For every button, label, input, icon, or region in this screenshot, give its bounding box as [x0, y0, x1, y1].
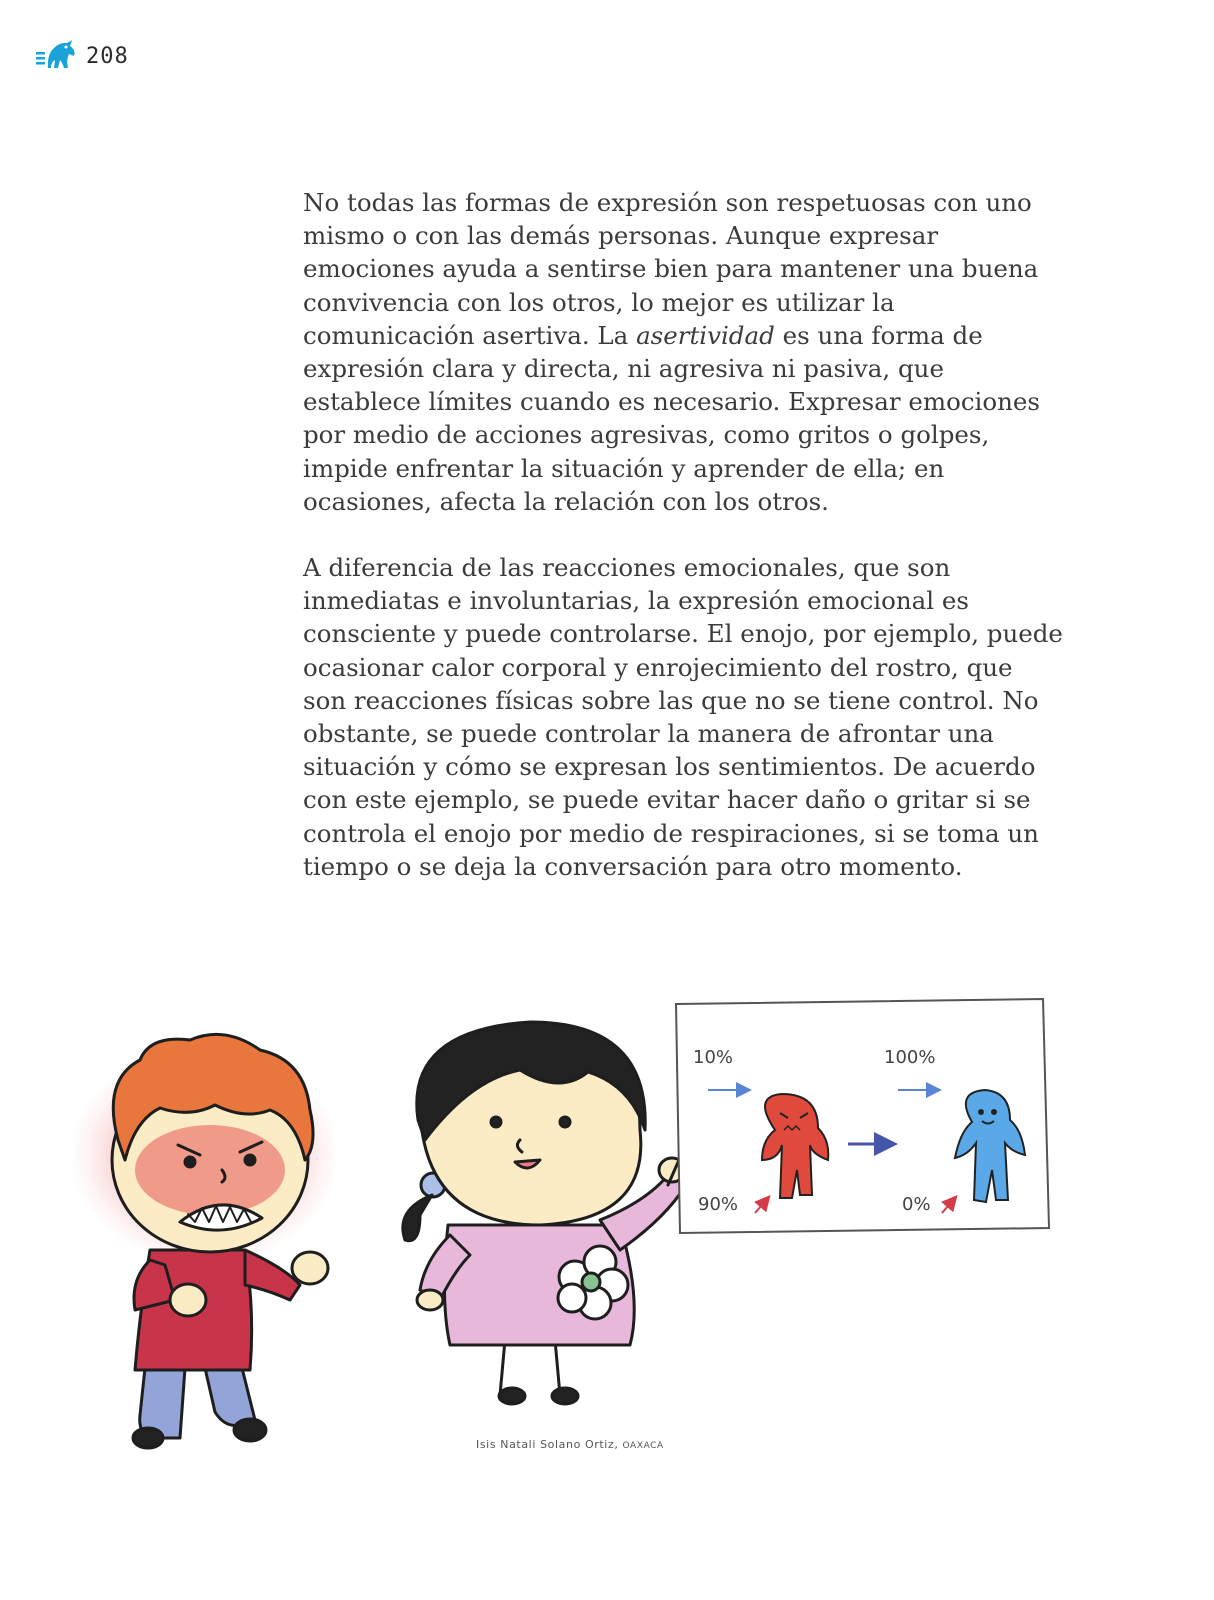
board-label-0: 0%: [902, 1194, 931, 1215]
paragraph-emotional-expression: A diferencia de las reacciones emocionales, que son inmediatas e involuntarias, la expresión emocional es consciente y puede controlarse. El enojo, por ejemplo, puede ocasionar calor corporal y enrojecimiento del rostro, que son reacciones físicas sobre las que no se tiene control. No obstante, se puede controlar la manera de afrontar una situación y cómo se expresan los sentimientos. De acuerdo con este ejemplo, se puede evitar hacer daño o gritar si se controla el enojo por medio de respiraciones, si se toma un tiempo o se deja la conversación para otro momento.: [303, 553, 1063, 881]
board-label-90: 90%: [698, 1194, 739, 1215]
board-label-10: 10%: [693, 1047, 734, 1068]
presentation-board: [676, 999, 1049, 1233]
board-label-100: 100%: [884, 1047, 936, 1068]
girl-presenter-figure: [403, 1022, 712, 1404]
term-asertividad: asertividad: [636, 320, 775, 350]
credit-state: OAXACA: [622, 1441, 664, 1451]
illustration-credit: [476, 1438, 664, 1451]
angry-boy-figure: [70, 1034, 340, 1448]
paragraph-assertiveness: No todas las formas de expresión son respetuosas con uno mismo o con las demás personas. Aunque expresar emociones ayuda a sentirse bien para mantener una buena convivencia con los otros, lo mejor es utilizar la comunicación asertiva. La asertividad es una forma de expresión clara y directa, ni agresiva ni pasiva, que establece límites cuando es necesario. Expresar emociones por medio de acciones agresivas, como gritos o golpes, impide enfrentar la situación y aprender de ella; en ocasiones, afecta la relación con los otros.: [303, 188, 1040, 516]
page-number: 208: [86, 43, 129, 69]
credit-name: Isis Natali Solano Ortiz,: [476, 1438, 619, 1451]
